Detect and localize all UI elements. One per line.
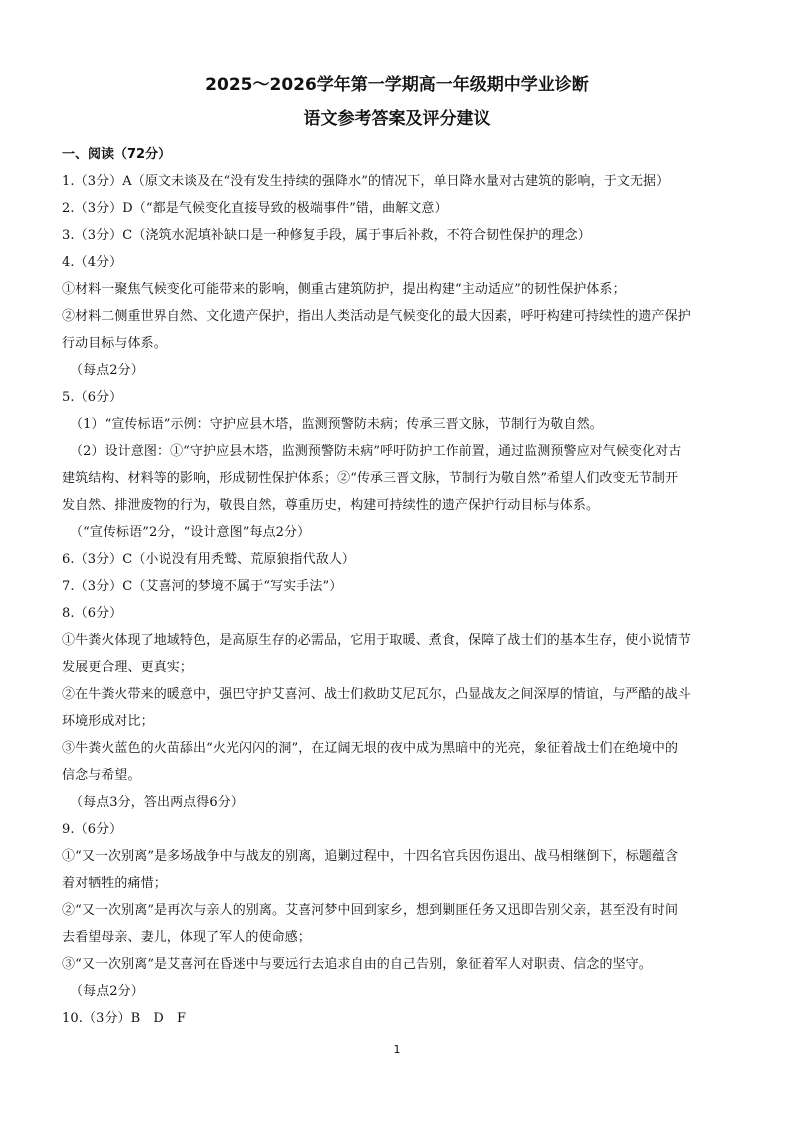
answer-line: 信念与希望。 (62, 768, 141, 783)
answer-line: 10.（3分）B D F (62, 1011, 187, 1026)
answer-line: （每点3分，答出两点得6分） (70, 795, 244, 810)
answer-line: （2）设计意图：①“守护应县木塔，监测预警防未病”呼吁防护工作前置，通过监测预警应对气候变化对古 (70, 444, 682, 459)
answer-line: （“宣传标语”2分，“设计意图”每点2分） (70, 525, 311, 540)
answer-line: 建筑结构、材料等的影响，形成韧性保护体系；②“传承三晋文脉，节制行为敬自然”希望人们改变无节制开 (62, 471, 679, 486)
answer-line: ②材料二侧重世界自然、文化遗产保护，指出人类活动是气候变化的最大因素，呼吁构建可持续性的遗产保护 (62, 309, 691, 324)
answer-line: ①“又一次别离”是多场战争中与战友的别离，追剿过程中，十四名官兵因伤退出、战马相继倒下，标题蕴含 (62, 849, 679, 864)
page-number: 1 (393, 1043, 401, 1056)
answer-line: ②在牛粪火带来的暖意中，强巴守护艾喜河、战士们救助艾尼瓦尔，凸显战友之间深厚的情谊，与严酷的战斗 (62, 687, 691, 702)
answer-line: ②“又一次别离”是再次与亲人的别离。艾喜河梦中回到家乡，想到剿匪任务又迅即告别父亲，甚至没有时间 (62, 903, 679, 918)
answer-line: ③“又一次别离”是艾喜河在昏迷中与要远行去追求自由的自己告别，象征着军人对职责、信念的坚守。 (62, 957, 652, 972)
answer-line: 7.（3分）C（艾喜河的梦境不属于“写实手法”） (62, 579, 343, 594)
answer-line: 5.（6分） (62, 390, 123, 405)
answer-line: 环境形成对比； (62, 714, 154, 729)
answer-line: （每点2分） (70, 984, 144, 999)
section-heading: 一、阅读（72分） (62, 147, 172, 162)
answer-line: 行动目标与体系。 (62, 336, 167, 351)
answer-line: ①材料一聚焦气候变化可能带来的影响，侧重古建筑防护，提出构建“主动适应”的韧性保护体系； (62, 282, 626, 297)
answer-line: 4.（4分） (62, 255, 123, 270)
answer-line: 8.（6分） (62, 606, 123, 621)
answer-line: 6.（3分）C（小说没有用秃鹫、荒原狼指代敌人） (62, 552, 356, 567)
answer-line: 发展更合理、更真实； (62, 660, 194, 675)
answer-line: （1）“宣传标语”示例：守护应县木塔，监测预警防未病；传承三晋文脉，节制行为敬自然。 (70, 417, 603, 432)
answer-line: 着对牺牲的痛惜； (62, 876, 167, 891)
answer-line: 发自然、排泄废物的行为，敬畏自然，尊重历史，构建可持续性的遗产保护行动目标与体系。 (62, 498, 600, 513)
answer-line: （每点2分） (70, 363, 144, 378)
answer-line: ①牛粪火体现了地域特色，是高原生存的必需品，它用于取暖、煮食，保障了战士们的基本生存，使小说情节 (62, 633, 691, 648)
answer-body (62, 168, 732, 1032)
answer-line: 去看望母亲、妻儿，体现了军人的使命感； (62, 930, 311, 945)
document-title: 2025～2026学年第一学期高一年级期中学业诊断 (205, 75, 589, 95)
answer-line: ③牛粪火蓝色的火苗舔出“火光闪闪的洞”，在辽阔无垠的夜中成为黑暗中的光亮，象征着战士们在绝境中的 (62, 741, 679, 756)
answer-line: 9.（6分） (62, 822, 123, 837)
answer-line: 3.（3分）C（浇筑水泥填补缺口是一种修复手段，属于事后补救，不符合韧性保护的理念） (62, 228, 591, 243)
document-subtitle: 语文参考答案及评分建议 (303, 109, 491, 129)
answer-line: 1.（3分）A（原文未谈及在“没有发生持续的强降水”的情况下，单日降水量对古建筑的影响，于文无据） (62, 174, 670, 189)
answer-line: 2.（3分）D（“都是气候变化直接导致的极端事件”错，曲解文意） (62, 201, 448, 216)
